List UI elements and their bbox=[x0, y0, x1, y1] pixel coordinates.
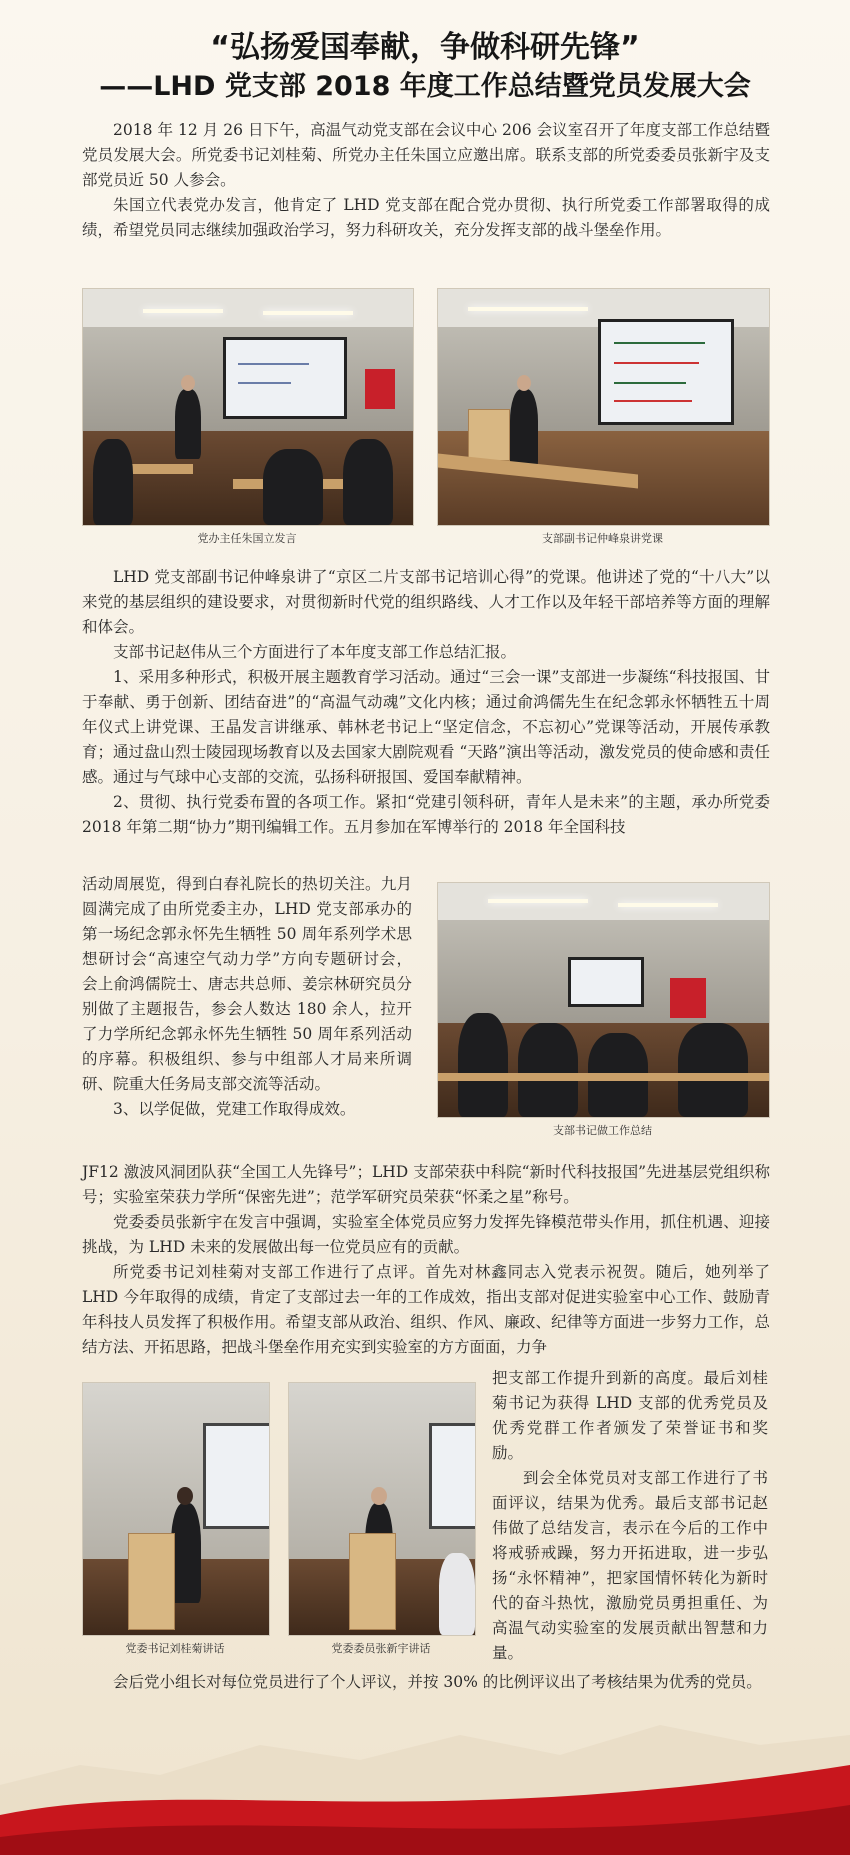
paragraph: 3、以学促做，党建工作取得成效。 bbox=[113, 1100, 356, 1118]
lower-block bbox=[82, 1160, 770, 1360]
right-column-block bbox=[492, 1366, 768, 1666]
paragraph: 活动周展览，得到白春礼院长的热切关注。九月圆满完成了由所党委主办，LHD 党支部承办的第一场纪念郭永怀先生牺牲 50 周年系列学术思想研讨会“高速空气动力学”方向专题研讨会， 会上俞鸿儒院士、唐志共总师、姜宗林研究员分别做了主题报告，参会人数达 180 余人，拉开了力学所纪念郭永怀先生牺牲 50 周年系列活动的序幕。积极组织、参与中组部人才局来所调研、院重大任务局支部交流等活动。 bbox=[82, 875, 412, 1093]
great-wall-ribbon-art bbox=[0, 1665, 850, 1855]
left-column-block bbox=[82, 872, 412, 1122]
title-line-1: “弘扬爱国奉献，争做科研先锋” bbox=[210, 30, 640, 65]
caption-photo-4: 党委书记刘桂菊讲话 bbox=[125, 1642, 225, 1655]
paragraph: 朱国立代表党办发言，他肯定了 LHD 党支部在配合党办贯彻、执行所党委工作部署取得的成绩，希望党员同志继续加强政治学习，努力科研攻关，充分发挥支部的战斗堡垒作用。 bbox=[82, 196, 770, 239]
middle-block bbox=[82, 565, 770, 840]
caption-photo-3: 支部书记做工作总结 bbox=[553, 1124, 652, 1137]
photo-speech-liu bbox=[82, 1382, 270, 1636]
paragraph: 1、采用多种形式，积极开展主题教育学习活动。通过“三会一课”支部进一步凝练“科技报国、甘于奉献、勇于创新、团结奋进”的“高温气动魂”文化内核；通过俞鸿儒先生在纪念郭永怀牺牲五十周年仪式上讲党课、王晶发言讲继承、韩林老书记上“坚定信念，不忘初心”党课等活动，开展传承教育；通过盘山烈士陵园现场教育以及去国家大剧院观看 “天路”演出等活动，激发党员的使命感和责任感。通过与气球中心支部的交流，弘扬科研报国、爱国奉献精神。 bbox=[82, 668, 770, 786]
paragraph: 到会全体党员对支部工作进行了书面评议，结果为优秀。最后支部书记赵伟做了总结发言，表示在今后的工作中将戒骄戒躁，努力开拓进取，进一步弘扬“永怀精神”，把家国情怀转化为新时代的奋斗热忱，激励党员勇担重任、为高温气动实验室的发展贡献出智慧和力量。 bbox=[492, 1469, 768, 1662]
paragraph: 所党委书记刘桂菊对支部工作进行了点评。首先对林鑫同志入党表示祝贺。随后，她列举了 LHD 今年取得的成绩，肯定了支部过去一年的工作成效，指出支部对促进实验室中心工作、鼓励青年科技人员发挥了积极作用。希望支部从政治、组织、作风、廉政、纪律等方面进一步努力工作，总结方法、开拓思路，把战斗堡垒作用充实到实验室的方方面面，力争 bbox=[82, 1263, 770, 1356]
photo-speech-zhang bbox=[288, 1382, 476, 1636]
paragraph: LHD 党支部副书记仲峰泉讲了“京区二片支部书记培训心得”的党课。他讲述了党的“十八大”以来党的基层组织的建设要求，对贯彻新时代党的组织路线、人才工作以及年轻干部培养等方面的理解和体会。 bbox=[82, 568, 770, 636]
photo-lecture-zhong bbox=[437, 288, 770, 526]
great-wall-decoration bbox=[0, 1665, 850, 1855]
paragraph: JF12 激波风洞团队获“全国工人先锋号”；LHD 支部荣获中科院“新时代科技报国”先进基层党组织称号；实验室荣获力学所“保密先进”；范学军研究员荣获“怀柔之星”称号。 bbox=[82, 1163, 770, 1206]
paragraph: 把支部工作提升到新的高度。最后刘桂菊书记为获得 LHD 支部的优秀党员及优秀党群工作者颁发了荣誉证书和奖励。 bbox=[492, 1369, 768, 1462]
caption-photo-5: 党委委员张新宇讲话 bbox=[331, 1642, 431, 1655]
caption-photo-2: 支部副书记仲峰泉讲党课 bbox=[542, 532, 663, 545]
intro-block bbox=[82, 118, 770, 243]
paragraph: 支部书记赵伟从三个方面进行了本年度支部工作总结汇报。 bbox=[113, 643, 517, 661]
paragraph: 2018 年 12 月 26 日下午，高温气动党支部在会议中心 206 会议室召开了年度支部工作总结暨党员发展大会。所党委书记刘桂菊、所党办主任朱国立应邀出席。联系支部的所党委委员张新宇及支部党员近 50 人参会。 bbox=[82, 121, 770, 189]
photo-summary-zhao bbox=[437, 882, 770, 1118]
title-line-2: ——LHD 党支部 2018 年度工作总结暨党员发展大会 bbox=[99, 71, 751, 102]
paragraph: 党委委员张新宇在发言中强调，实验室全体党员应努力发挥先锋模范带头作用，抓住机遇、迎接挑战，为 LHD 未来的发展做出每一位党员应有的贡献。 bbox=[82, 1213, 770, 1256]
photo-speaker-zhu bbox=[82, 288, 414, 526]
paragraph: 2、贯彻、执行党委布置的各项工作。紧扣“党建引领科研，青年人是未来”的主题，承办所党委 2018 年第二期“协力”期刊编辑工作。五月参加在军博举行的 2018 年全国科技 bbox=[82, 793, 770, 836]
paragraph: 会后党小组长对每位党员进行了个人评议，并按 30% 的比例评议出了考核结果为优秀的党员。 bbox=[113, 1673, 762, 1691]
caption-photo-1: 党办主任朱国立发言 bbox=[197, 532, 297, 545]
